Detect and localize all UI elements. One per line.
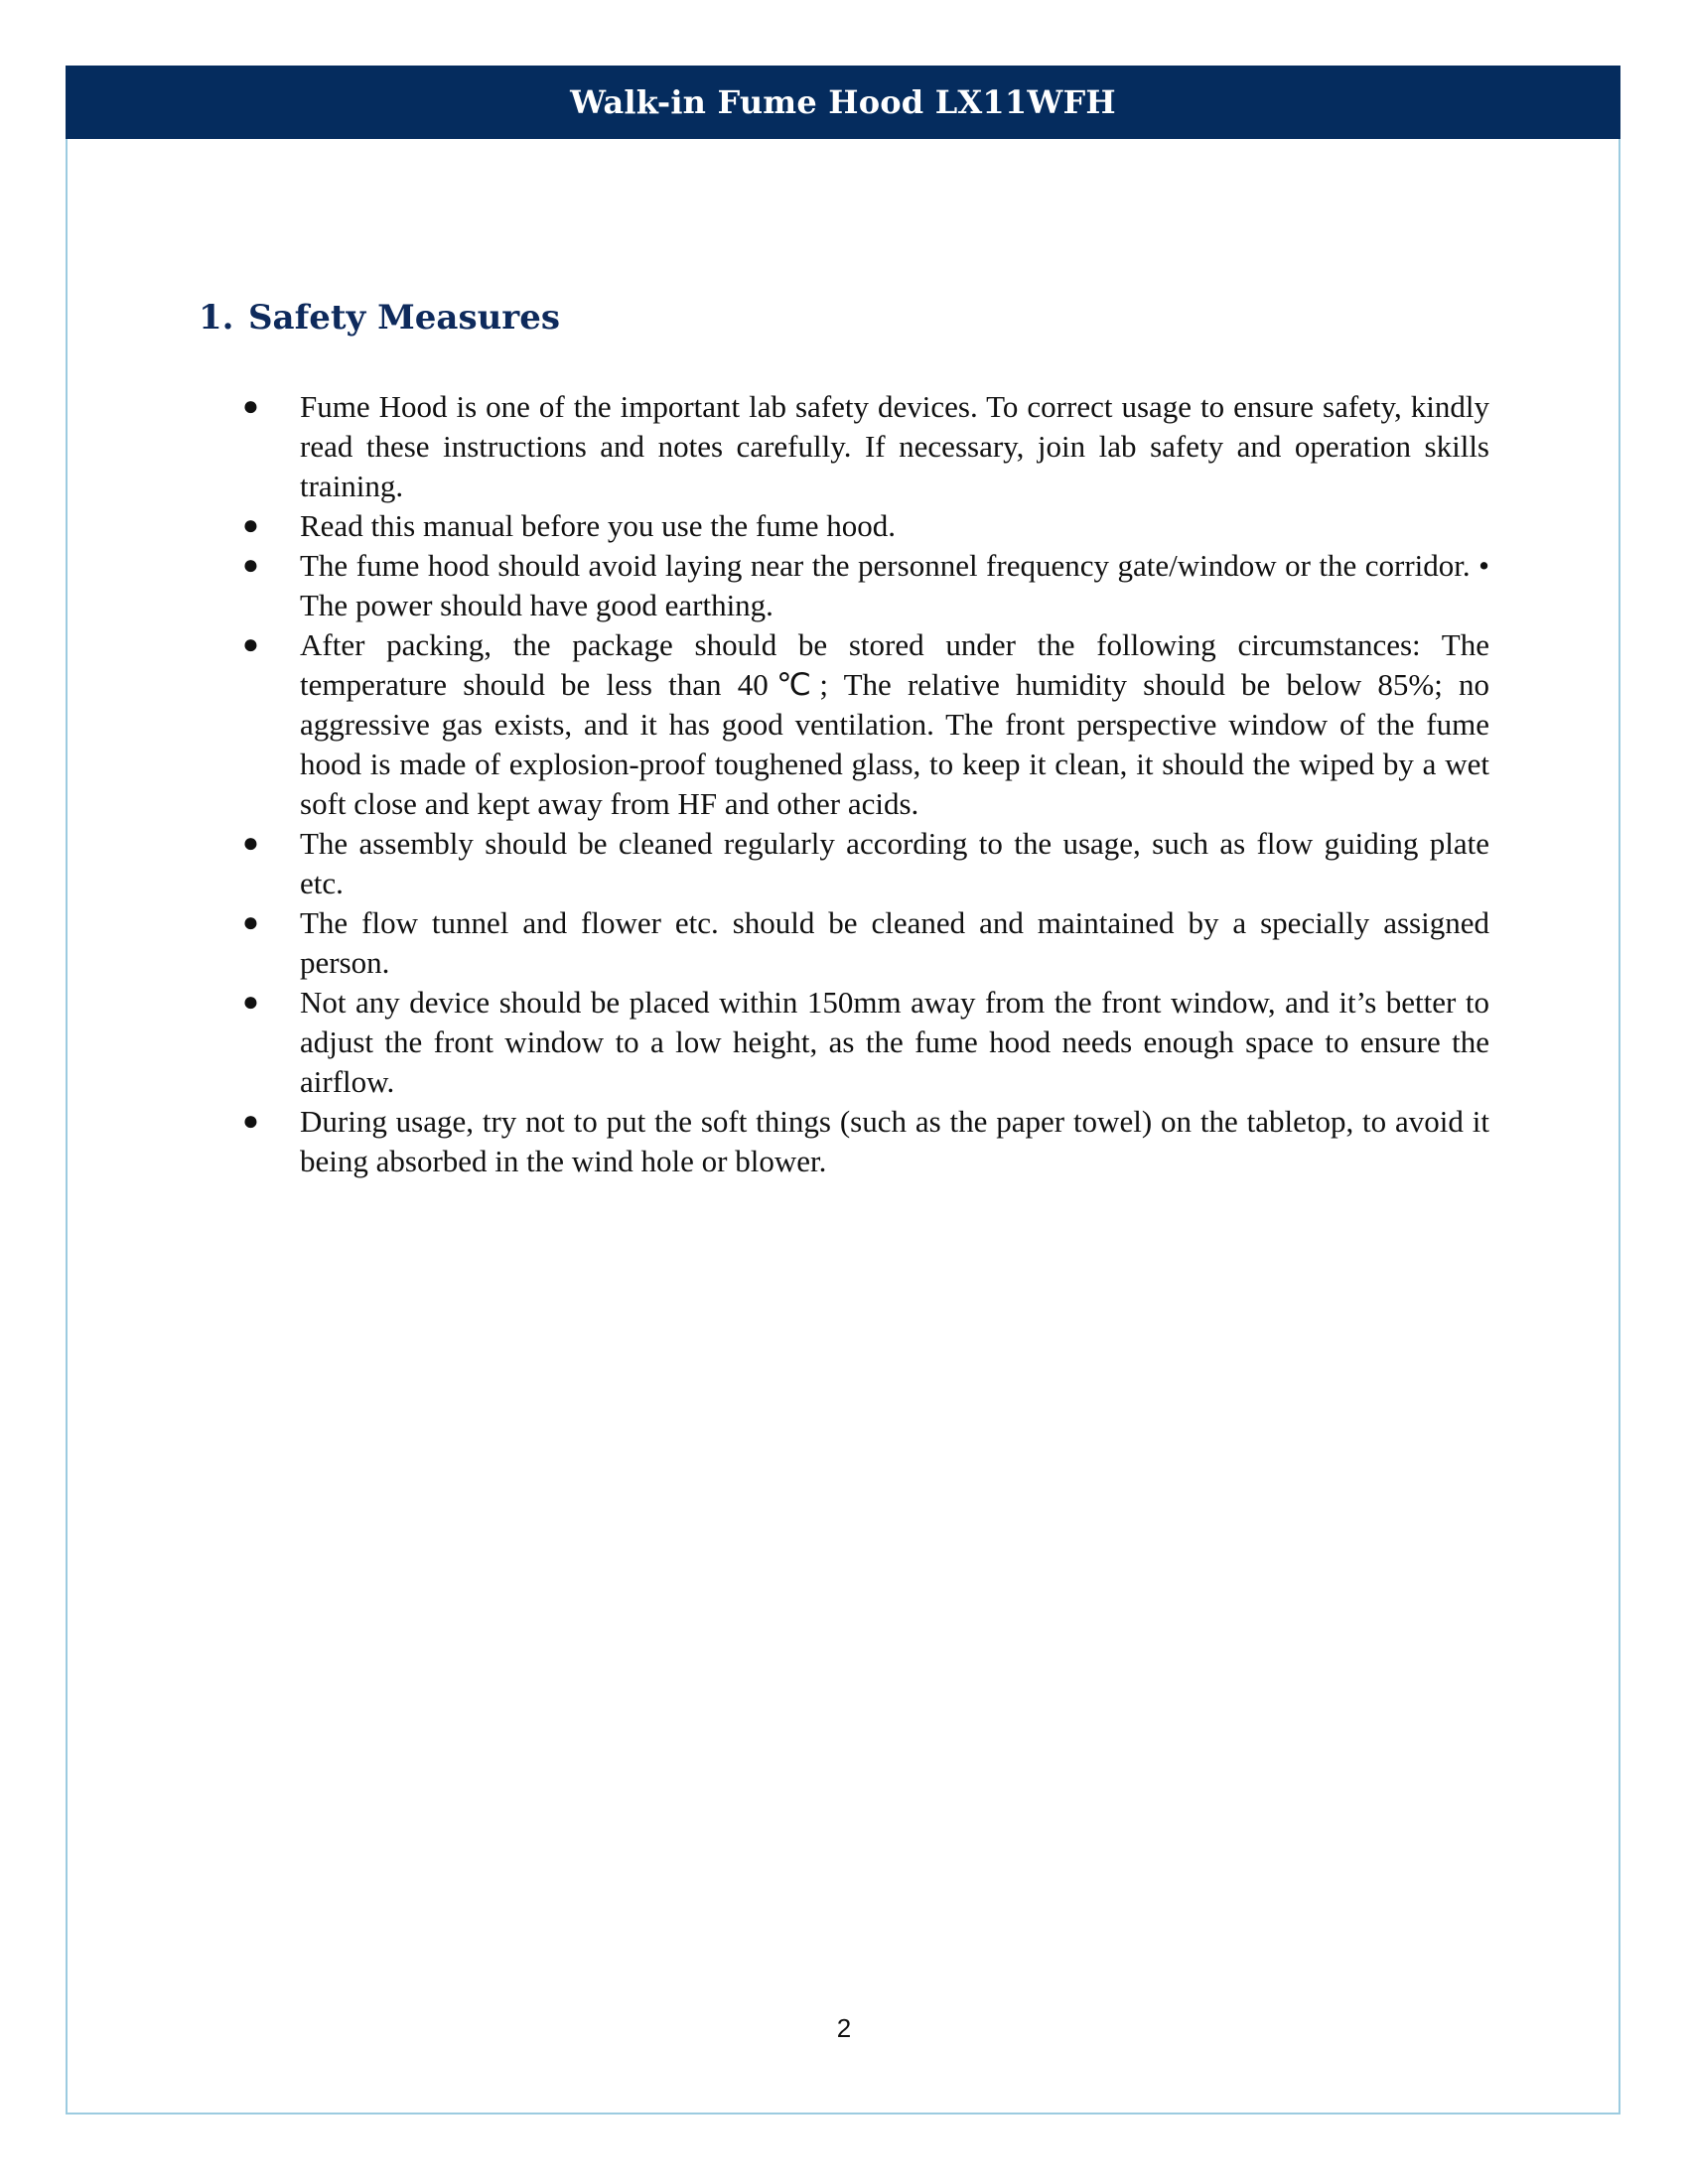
- bullet-icon: ●: [242, 550, 259, 581]
- list-item: [238, 1102, 1489, 1181]
- list-item-text: After packing, the package should be stored under the following circumstances: The temperature should be less than 40℃; The relative humidity should be below 85%; no aggressive gas exists, and it has good ventilation. The front perspective window of the fume hood is made of explosion-proof toughened glass, to keep it clean, it should the wiped by a wet soft close and kept away from HF and other acids.: [300, 627, 1489, 821]
- list-item: [238, 506, 1489, 546]
- bullet-icon: ●: [242, 907, 259, 938]
- bullet-icon: ●: [242, 391, 259, 422]
- list-item-text: The fume hood should avoid laying near the personnel frequency gate/window or the corridor. • The power should have good earthing.: [300, 548, 1489, 622]
- bullet-icon: ●: [242, 510, 259, 541]
- document-title: Walk-in Fume Hood LX11WFH: [570, 83, 1116, 121]
- list-item: [238, 824, 1489, 903]
- section-heading: [199, 298, 560, 338]
- page-number: 2: [836, 2013, 852, 2043]
- list-item-text: The assembly should be cleaned regularly according to the usage, such as flow guiding plate etc.: [300, 826, 1489, 900]
- section-number: 1.: [199, 298, 234, 338]
- list-item-text: During usage, try not to put the soft things (such as the paper towel) on the tabletop, to avoid it being absorbed in the wind hole or blower.: [300, 1104, 1489, 1178]
- bullet-icon: ●: [242, 1106, 259, 1137]
- list-item: [238, 983, 1489, 1102]
- list-item: [238, 625, 1489, 824]
- list-item-text: Read this manual before you use the fume hood.: [300, 508, 897, 543]
- list-item: [238, 903, 1489, 983]
- bullet-icon: ●: [242, 987, 259, 1018]
- list-item-text: Fume Hood is one of the important lab safety devices. To correct usage to ensure safety, kindly read these instructions and notes carefully. If necessary, join lab safety and operation skills training.: [300, 389, 1489, 503]
- document-header-bar: [66, 66, 1620, 139]
- section-title: Safety Measures: [248, 298, 560, 338]
- bullet-icon: ●: [242, 828, 259, 859]
- list-item-text: Not any device should be placed within 150mm away from the front window, and it’s better to adjust the front window to a low height, as the fume hood needs enough space to ensure the airflow.: [300, 985, 1489, 1099]
- list-item: [238, 546, 1489, 625]
- bullet-icon: ●: [242, 629, 259, 660]
- list-item: [238, 387, 1489, 506]
- safety-measures-list: [238, 387, 1489, 1181]
- list-item-text: The flow tunnel and flower etc. should be cleaned and maintained by a specially assigned person.: [300, 905, 1489, 980]
